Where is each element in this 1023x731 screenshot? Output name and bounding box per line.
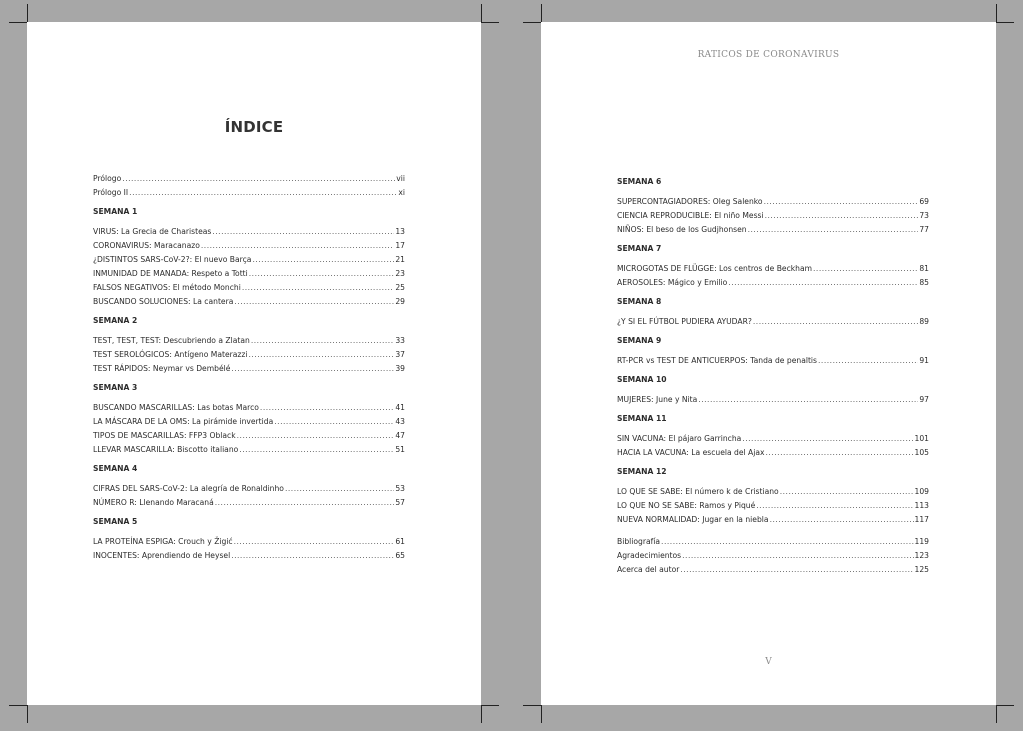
crop-mark xyxy=(481,705,499,706)
toc-entry[interactable] xyxy=(93,295,405,309)
toc-entry-page: 47 xyxy=(395,431,405,440)
toc-entry[interactable] xyxy=(93,401,405,415)
toc-entry-page: 29 xyxy=(395,297,405,306)
toc-entry[interactable] xyxy=(93,281,405,295)
toc-entry-title: FALSOS NEGATIVOS: El método Monchi xyxy=(93,283,241,292)
toc-entry[interactable] xyxy=(93,482,405,496)
toc-entry-title: Acerca del autor xyxy=(617,565,680,574)
toc-entry[interactable] xyxy=(93,496,405,510)
toc-section-heading: SEMANA 9 xyxy=(617,336,662,345)
toc-entry-page: vii xyxy=(396,174,405,183)
dot-leader xyxy=(766,446,914,460)
toc-entry[interactable] xyxy=(93,362,405,376)
toc-entry-title: TEST, TEST, TEST: Descubriendo a Zlatan xyxy=(93,336,250,345)
toc-section-heading: SEMANA 2 xyxy=(93,316,138,325)
toc-entry-title: VIRUS: La Grecia de Charisteas xyxy=(93,227,212,236)
dot-leader xyxy=(237,429,395,443)
toc-section-heading: SEMANA 8 xyxy=(617,297,662,306)
crop-mark xyxy=(9,22,27,23)
toc-entry-title: INMUNIDAD DE MANADA: Respeto a Totti xyxy=(93,269,248,278)
toc-entry-title: BUSCANDO SOLUCIONES: La cantera xyxy=(93,297,234,306)
crop-mark xyxy=(996,705,1014,706)
toc-section-heading: SEMANA 5 xyxy=(93,517,138,526)
toc-entry[interactable] xyxy=(93,415,405,429)
dot-leader xyxy=(765,209,919,223)
toc-entry-title: RT-PCR vs TEST DE ANTICUERPOS: Tanda de penaltis xyxy=(617,356,817,365)
toc-entry-page: 23 xyxy=(395,269,405,278)
toc-entry-page: 105 xyxy=(914,448,929,457)
crop-mark xyxy=(996,22,1014,23)
toc-entry-title: LA PROTEÍNA ESPIGA: Crouch y Žigić xyxy=(93,537,233,546)
toc-entry[interactable] xyxy=(93,239,405,253)
toc-section-heading: SEMANA 4 xyxy=(93,464,138,473)
toc-entry[interactable] xyxy=(93,172,405,186)
toc-entry-title: ¿Y SI EL FÚTBOL PUDIERA AYUDAR? xyxy=(617,317,752,326)
toc-entry[interactable] xyxy=(617,485,929,499)
toc-section-heading: SEMANA 12 xyxy=(617,467,667,476)
toc-entry[interactable] xyxy=(617,262,929,276)
toc-entry-title: LO QUE SE SABE: El número k de Cristiano xyxy=(617,487,779,496)
toc-entry-page: 125 xyxy=(914,565,929,574)
toc-entry-page: 113 xyxy=(914,501,929,510)
toc-entry-page: 123 xyxy=(914,551,929,560)
toc-entry[interactable] xyxy=(93,186,405,200)
toc-entry[interactable] xyxy=(93,549,405,563)
toc-entry-page: 91 xyxy=(919,356,929,365)
toc-entry-title: SUPERCONTAGIADORES: Oleg Salenko xyxy=(617,197,763,206)
dot-leader xyxy=(122,172,395,186)
dot-leader xyxy=(742,432,913,446)
toc-entry-title: SIN VACUNA: El pájaro Garrincha xyxy=(617,434,742,443)
toc-entry-page: 81 xyxy=(919,264,929,273)
toc-entry[interactable] xyxy=(617,223,929,237)
dot-leader xyxy=(129,186,397,200)
dot-leader xyxy=(748,223,919,237)
dot-leader xyxy=(215,496,395,510)
toc-entry[interactable] xyxy=(617,513,929,527)
toc-section-heading: SEMANA 7 xyxy=(617,244,662,253)
toc-entry-page: 101 xyxy=(914,434,929,443)
toc-entry[interactable] xyxy=(93,348,405,362)
toc-entry[interactable] xyxy=(617,276,929,290)
toc-entry-page: 97 xyxy=(919,395,929,404)
toc-entry-page: 25 xyxy=(395,283,405,292)
dot-leader xyxy=(242,281,395,295)
toc-entry-page: xi xyxy=(398,188,405,197)
dot-leader xyxy=(212,225,394,239)
toc-entry-title: MICROGOTAS DE FLÜGGE: Los centros de Beckham xyxy=(617,264,813,273)
toc-entry-page: 109 xyxy=(914,487,929,496)
toc-entry-title: AEROSOLES: Mágico y Emilio xyxy=(617,278,728,287)
toc-left xyxy=(93,172,405,563)
toc-entry-page: 17 xyxy=(395,241,405,250)
dot-leader xyxy=(239,443,394,457)
toc-entry-title: TIPOS DE MASCARILLAS: FFP3 Oblack xyxy=(93,431,236,440)
toc-entry[interactable] xyxy=(93,535,405,549)
toc-entry[interactable] xyxy=(93,443,405,457)
toc-entry-page: 39 xyxy=(395,364,405,373)
toc-entry-title: BUSCANDO MASCARILLAS: Las botas Marco xyxy=(93,403,259,412)
dot-leader xyxy=(274,415,394,429)
toc-entry[interactable] xyxy=(617,195,929,209)
toc-entry[interactable] xyxy=(617,549,929,563)
dot-leader xyxy=(231,549,394,563)
dot-leader xyxy=(249,348,395,362)
left-page xyxy=(27,22,481,705)
dot-leader xyxy=(770,513,914,527)
dot-leader xyxy=(260,401,394,415)
crop-mark xyxy=(523,22,541,23)
toc-entry-title: HACIA LA VACUNA: La escuela del Ajax xyxy=(617,448,765,457)
toc-entry-page: 73 xyxy=(919,211,929,220)
toc-entry[interactable] xyxy=(93,253,405,267)
right-page xyxy=(541,22,996,705)
toc-entry-page: 57 xyxy=(395,498,405,507)
toc-entry[interactable] xyxy=(93,334,405,348)
toc-entry-title: TEST SEROLÓGICOS: Antígeno Materazzi xyxy=(93,350,248,359)
crop-mark xyxy=(481,4,482,22)
toc-entry[interactable] xyxy=(93,267,405,281)
dot-leader xyxy=(234,295,394,309)
dot-leader xyxy=(756,499,913,513)
toc-entry-page: 51 xyxy=(395,445,405,454)
toc-entry-page: 119 xyxy=(914,537,929,546)
toc-entry-page: 33 xyxy=(395,336,405,345)
toc-entry[interactable] xyxy=(617,563,929,577)
toc-entry[interactable] xyxy=(617,315,929,329)
toc-section-heading: SEMANA 1 xyxy=(93,207,138,216)
toc-entry-title: TEST RÁPIDOS: Neymar vs Dembélé xyxy=(93,364,231,373)
page-number: V xyxy=(765,657,772,667)
toc-entry[interactable] xyxy=(617,432,929,446)
dot-leader xyxy=(764,195,919,209)
toc-entry-page: 69 xyxy=(919,197,929,206)
toc-section-heading: SEMANA 11 xyxy=(617,414,667,423)
toc-entry[interactable] xyxy=(617,209,929,223)
crop-mark xyxy=(481,22,499,23)
toc-right xyxy=(617,170,929,577)
toc-entry-page: 61 xyxy=(395,537,405,546)
toc-entry-page: 65 xyxy=(395,551,405,560)
toc-entry-title: LLEVAR MASCARILLA: Biscotto italiano xyxy=(93,445,239,454)
toc-entry-page: 41 xyxy=(395,403,405,412)
crop-mark xyxy=(523,705,541,706)
toc-entry-page: 21 xyxy=(395,255,405,264)
toc-entry-page: 53 xyxy=(395,484,405,493)
toc-entry-title: NUEVA NORMALIDAD: Jugar en la niebla xyxy=(617,515,769,524)
dot-leader xyxy=(698,393,918,407)
dot-leader xyxy=(728,276,918,290)
spacer xyxy=(617,527,929,535)
crop-mark xyxy=(541,4,542,22)
dot-leader xyxy=(249,267,395,281)
toc-entry-title: Agradecimientos xyxy=(617,551,682,560)
toc-entry-title: CORONAVIRUS: Maracanazo xyxy=(93,241,200,250)
toc-entry[interactable] xyxy=(617,499,929,513)
crop-mark xyxy=(481,705,482,723)
running-header: RATICOS DE CORONAVIRUS xyxy=(697,50,840,60)
toc-entry-title: Bibliografía xyxy=(617,537,661,546)
dot-leader xyxy=(680,563,913,577)
toc-section-heading: SEMANA 6 xyxy=(617,177,662,186)
dot-leader xyxy=(252,253,394,267)
dot-leader xyxy=(201,239,394,253)
crop-mark xyxy=(541,705,542,723)
toc-entry-title: ¿DISTINTOS SARS-CoV-2?: El nuevo Barça xyxy=(93,255,252,264)
crop-mark xyxy=(996,4,997,22)
dot-leader xyxy=(682,549,913,563)
toc-entry-title: INOCENTES: Aprendiendo de Heysel xyxy=(93,551,231,560)
toc-entry[interactable] xyxy=(617,393,929,407)
dot-leader xyxy=(780,485,914,499)
toc-entry-title: CIFRAS DEL SARS-CoV-2: La alegría de Ronaldinho xyxy=(93,484,284,493)
toc-section-heading: SEMANA 10 xyxy=(617,375,667,384)
dot-leader xyxy=(234,535,395,549)
toc-entry-title: NÚMERO R: Llenando Maracaná xyxy=(93,498,214,507)
toc-entry[interactable] xyxy=(617,446,929,460)
toc-entry-page: 37 xyxy=(395,350,405,359)
dot-leader xyxy=(231,362,394,376)
toc-entry-page: 85 xyxy=(919,278,929,287)
toc-section-heading: SEMANA 3 xyxy=(93,383,138,392)
crop-mark xyxy=(996,705,997,723)
toc-entry-title: Prólogo II xyxy=(93,188,129,197)
toc-entry[interactable] xyxy=(617,535,929,549)
crop-mark xyxy=(9,705,27,706)
dot-leader xyxy=(661,535,913,549)
toc-entry-title: Prólogo xyxy=(93,174,122,183)
crop-mark xyxy=(27,705,28,723)
toc-entry-page: 89 xyxy=(919,317,929,326)
toc-entry-page: 13 xyxy=(395,227,405,236)
dot-leader xyxy=(285,482,394,496)
dot-leader xyxy=(818,354,918,368)
toc-title: ÍNDICE xyxy=(224,118,284,136)
toc-entry-title: LO QUE NO SE SABE: Ramos y Piqué xyxy=(617,501,756,510)
dot-leader xyxy=(251,334,394,348)
dot-leader xyxy=(813,262,918,276)
toc-entry-title: CIENCIA REPRODUCIBLE: El niño Messi xyxy=(617,211,764,220)
toc-entry-page: 77 xyxy=(919,225,929,234)
toc-entry-title: MUJERES: June y Nita xyxy=(617,395,698,404)
toc-entry-page: 117 xyxy=(914,515,929,524)
toc-entry-title: LA MÁSCARA DE LA OMS: La pirámide invertida xyxy=(93,417,274,426)
toc-entry-title: NIÑOS: El beso de los Gudjhonsen xyxy=(617,225,747,234)
crop-mark xyxy=(27,4,28,22)
toc-entry[interactable] xyxy=(617,354,929,368)
toc-entry-page: 43 xyxy=(395,417,405,426)
toc-entry[interactable] xyxy=(93,225,405,239)
toc-entry[interactable] xyxy=(93,429,405,443)
dot-leader xyxy=(753,315,918,329)
